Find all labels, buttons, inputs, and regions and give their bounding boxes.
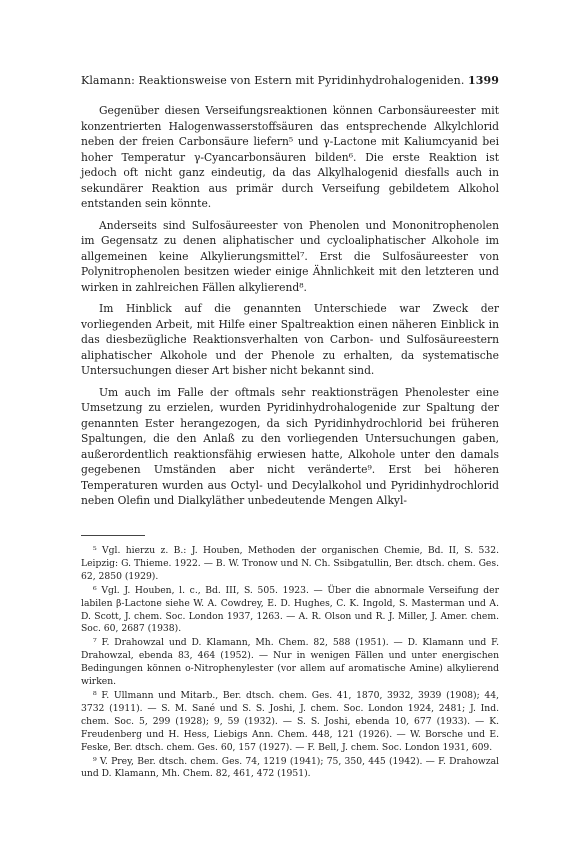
footnote-8: ⁸ F. Ullmann und Mitarb., Ber. dtsch. chem. Ges. 41, 1870, 3932, 3939 (1908); 44, 3732 (1911). — S. M. Sané und S. S. Joshi, J. chem. Soc. London 1924, 2481; J. Ind. chem. Soc. 5, 299 (1928); 9, 59 (1932). — S. S. Joshi, ebenda 10, 677 (1933). — K. Freudenberg und H. Hess, Liebigs Ann. Chem. 448, 121 (1926). — W. Borsche und E. Feske, Ber. dtsch. chem. Ges. 60, 157 (1927). — F. Bell, J. chem. Soc. London 1931, 609.	[81, 689, 499, 753]
running-header	[81, 74, 499, 87]
footnotes	[81, 545, 499, 782]
running-title: Klamann: Reaktionsweise von Estern mit Pyridinhydrohalogeniden.	[81, 74, 465, 87]
paragraph-3: Im Hinblick auf die genannten Unterschiede war Zweck der vorliegenden Arbeit, mit Hilfe einer Spaltreaktion einen näheren Einblick in das diesbezügliche Reaktionsverhalten von Carbon- und Sulfosäureestern aliphatischer Alkohole und der Phenole zu erhalten, da systematische Untersuchungen dieser Art bisher nicht bekannt sind.	[81, 302, 499, 377]
paragraph-1: Gegenüber diesen Verseifungsreaktionen können Carbonsäureester mit konzentrierten Halogenwasserstoffsäuren das entsprechende Alkylchlorid neben der freien Carbonsäure liefern⁵ und γ-Lactone mit Kaliumcyanid bei hoher Temperatur γ-Cyancarbonsäuren bilden⁶. Die erste Reaktion ist jedoch oft nicht ganz eindeutig, da das Alkylhalogenid diesfalls auch in sekundärer Reaktion aus primär durch Verseifung gebildetem Alkohol entstanden sein könnte.	[81, 104, 499, 210]
paragraph-4: Um auch im Falle der oftmals sehr reaktionsträgen Phenolester eine Umsetzung zu erzielen, wurden Pyridinhydrohalogenide zur Spaltung der genannten Ester herangezogen, da sich Pyridinhydrochlorid bei früheren Spaltungen, die den Anlaß zu den vorliegenden Untersuchungen gaben, außerordentlich reaktionsfähig erwiesen hatte, Alkohole unter den damals gegebenen Umständen aber nicht veränderte⁹. Erst bei höheren Temperaturen wurden aus Octyl- und Decylalkohol und Pyridinhydrochlorid neben Olefin und Dialkyläther unbedeutende Mengen Alkyl-	[81, 385, 499, 507]
body-text	[81, 103, 499, 515]
page-number: 1399	[467, 74, 499, 87]
footnote-6: ⁶ Vgl. J. Houben, l. c., Bd. III, S. 505. 1923. — Über die abnormale Verseifung der labilen β-Lactone siehe W. A. Cowdrey, E. D. Hughes, C. K. Ingold, S. Masterman und A. D. Scott, J. chem. Soc. London 1937, 1263. — A. R. Olson und R. J. Miller, J. Amer. chem. Soc. 60, 2687 (1938).	[81, 584, 499, 635]
footnote-9: ⁹ V. Prey, Ber. dtsch. chem. Ges. 74, 1219 (1941); 75, 350, 445 (1942). — F. Drahowzal und D. Klamann, Mh. Chem. 82, 461, 472 (1951).	[81, 755, 499, 780]
footnote-7: ⁷ F. Drahowzal und D. Klamann, Mh. Chem. 82, 588 (1951). — D. Klamann und F. Drahowzal, ebenda 83, 464 (1952). — Nur in wenigen Fällen und unter energischen Bedingungen können o-Nitrophenylester (vor allem auf aromatische Amine) alkylierend wirken.	[81, 637, 499, 688]
footnote-5: ⁵ Vgl. hierzu z. B.: J. Houben, Methoden der organischen Chemie, Bd. II, S. 532. Leipzig: G. Thieme. 1922. — B. W. Tronow und N. Ch. Ssibgatullin, Ber. dtsch. chem. Ges. 62, 2850 (1929).	[81, 545, 499, 582]
paragraph-2: Anderseits sind Sulfosäureester von Phenolen und Mononitrophenolen im Gegensatz zu denen aliphatischer und cycloaliphatischer Alkohole im allgemeinen keine Alkylierungsmittel⁷. Erst die Sulfosäureester von Polynitrophenolen besitzen wieder einige Ähnlichkeit mit den letzteren und wirken in zahlreichen Fällen alkylierend⁸.	[81, 218, 499, 294]
footnote-separator	[81, 535, 145, 536]
